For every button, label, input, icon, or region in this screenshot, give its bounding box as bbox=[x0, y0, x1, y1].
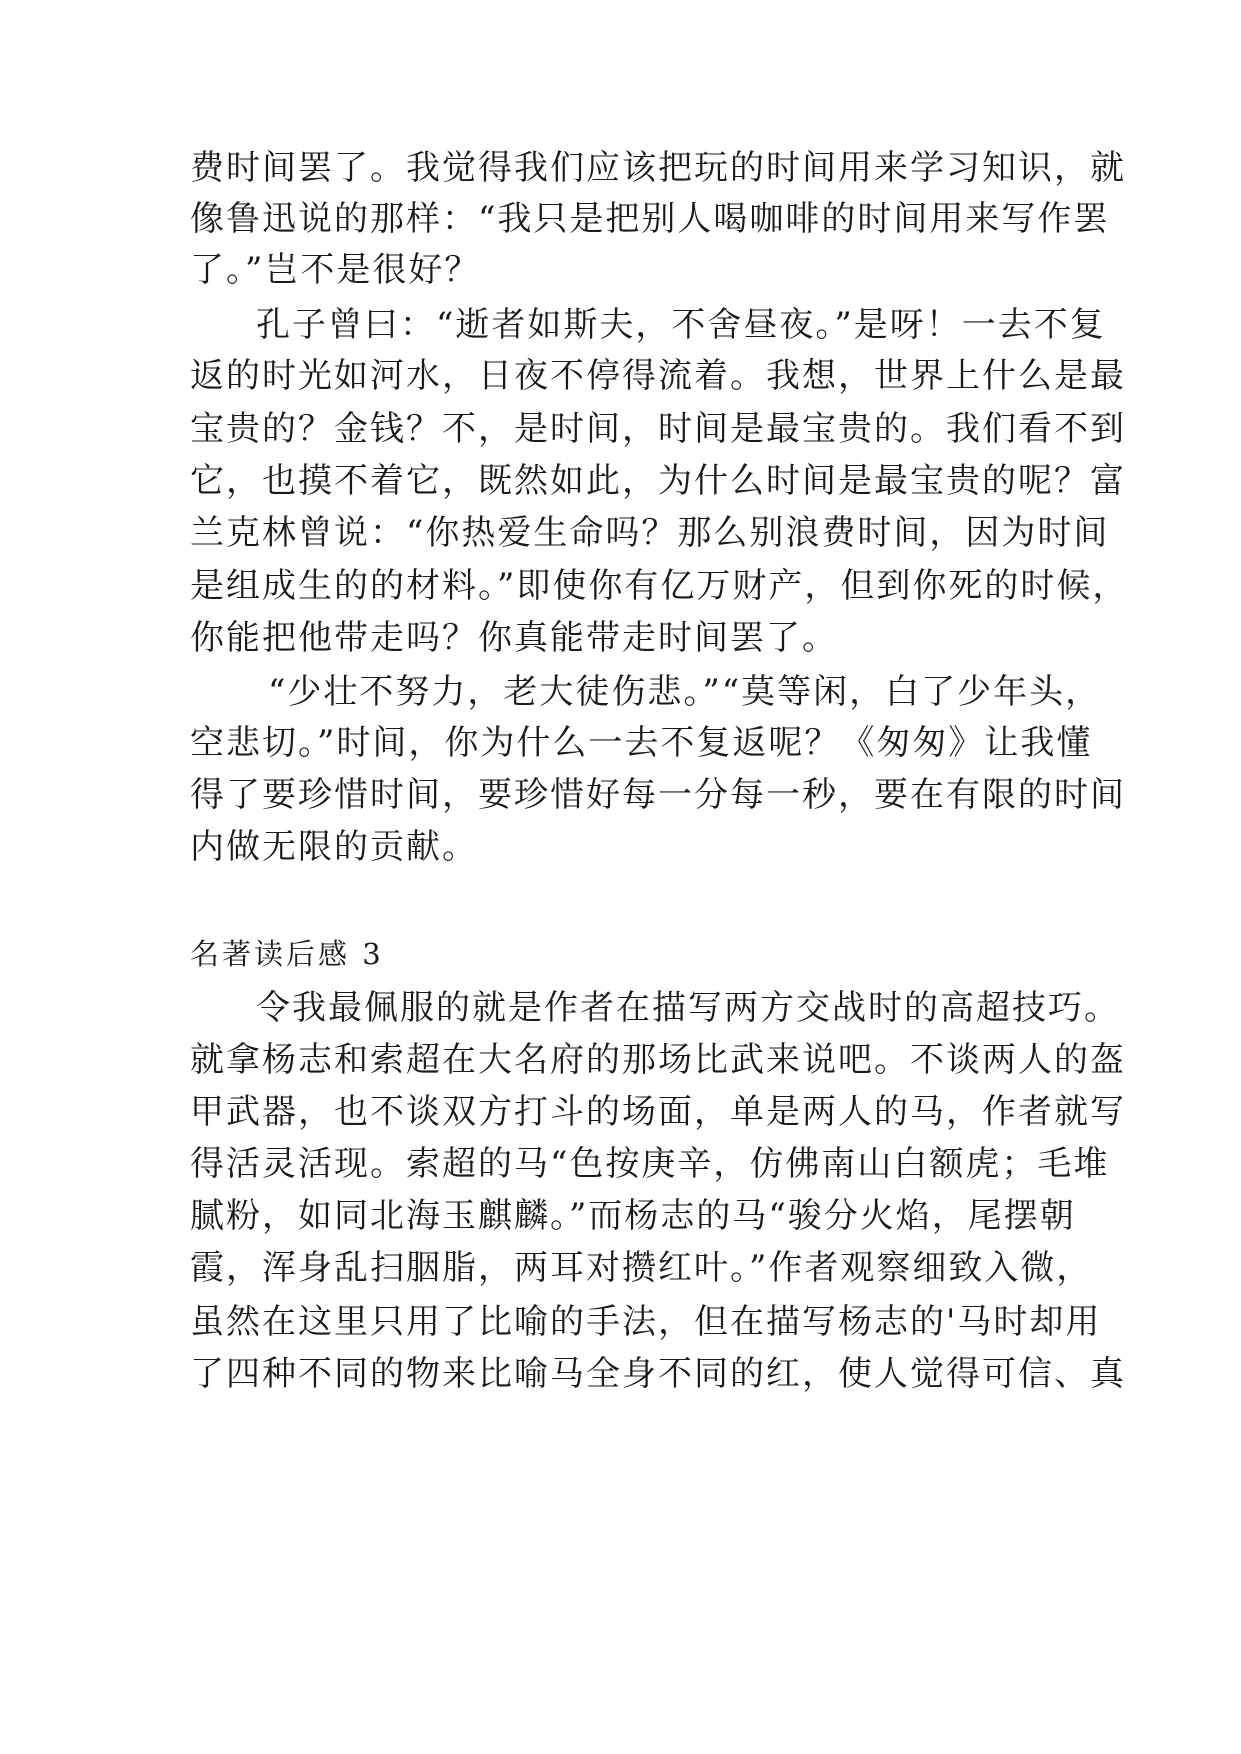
text-line: 是组成生的的材料。”即使你有亿万财产，但到你死的时候， bbox=[190, 566, 1129, 606]
text-line: 霞，浑身乱扫胭脂，两耳对攒红叶。”作者观察细致入微， bbox=[190, 1248, 1093, 1288]
text-line: 了四种不同的物来比喻马全身不同的红，使人觉得可信、真 bbox=[190, 1354, 1126, 1394]
text-line: 腻粉，如同北海玉麒麟。”而杨志的马“骏分火焰，尾摆朝 bbox=[190, 1196, 1076, 1236]
section-title: 名著读后感 3 bbox=[190, 937, 384, 971]
text-line: 返的时光如河水，日夜不停得流着。我想，世界上什么是最 bbox=[190, 356, 1126, 396]
text-line: 了。”岂不是很好？ bbox=[190, 250, 481, 290]
text-line: 费时间罢了。我觉得我们应该把玩的时间用来学习知识，就 bbox=[190, 148, 1126, 188]
text-line: 内做无限的贡献。 bbox=[190, 827, 478, 867]
text-line: 虽然在这里只用了比喻的手法，但在描写杨志的'马时却用 bbox=[190, 1302, 1102, 1342]
text-line: 孔子曾曰：“逝者如斯夫，不舍昼夜。”是呀！一去不复 bbox=[256, 305, 1106, 345]
text-line: 得了要珍惜时间，要珍惜好每一分每一秒，要在有限的时间 bbox=[190, 775, 1126, 815]
text-line: 兰克林曾说：“你热爱生命吗？那么别浪费时间，因为时间 bbox=[190, 513, 1110, 553]
text-line: “少壮不努力，老大徒伤悲。”“莫等闲，白了少年头， bbox=[268, 672, 1102, 712]
text-line: 得活灵活现。索超的马“色按庚辛，仿佛南山白额虎；毛堆 bbox=[190, 1144, 1110, 1184]
text-line: 它，也摸不着它，既然如此，为什么时间是最宝贵的呢？富 bbox=[190, 461, 1126, 501]
text-line: 令我最佩服的就是作者在描写两方交战时的高超技巧。 bbox=[256, 988, 1120, 1028]
text-line: 甲武器，也不谈双方打斗的场面，单是两人的马，作者就写 bbox=[190, 1092, 1126, 1132]
text-line: 宝贵的？金钱？不，是时间，时间是最宝贵的。我们看不到 bbox=[190, 409, 1126, 449]
text-line: 空悲切。”时间，你为什么一去不复返呢？《匆匆》让我懂 bbox=[190, 723, 1093, 763]
text-line: 你能把他带走吗？你真能带走时间罢了。 bbox=[190, 618, 838, 658]
text-line: 像鲁迅说的那样：“我只是把别人喝咖啡的时间用来写作罢 bbox=[190, 199, 1110, 239]
text-line: 就拿杨志和索超在大名府的那场比武来说吧。不谈两人的盔 bbox=[190, 1040, 1126, 1080]
